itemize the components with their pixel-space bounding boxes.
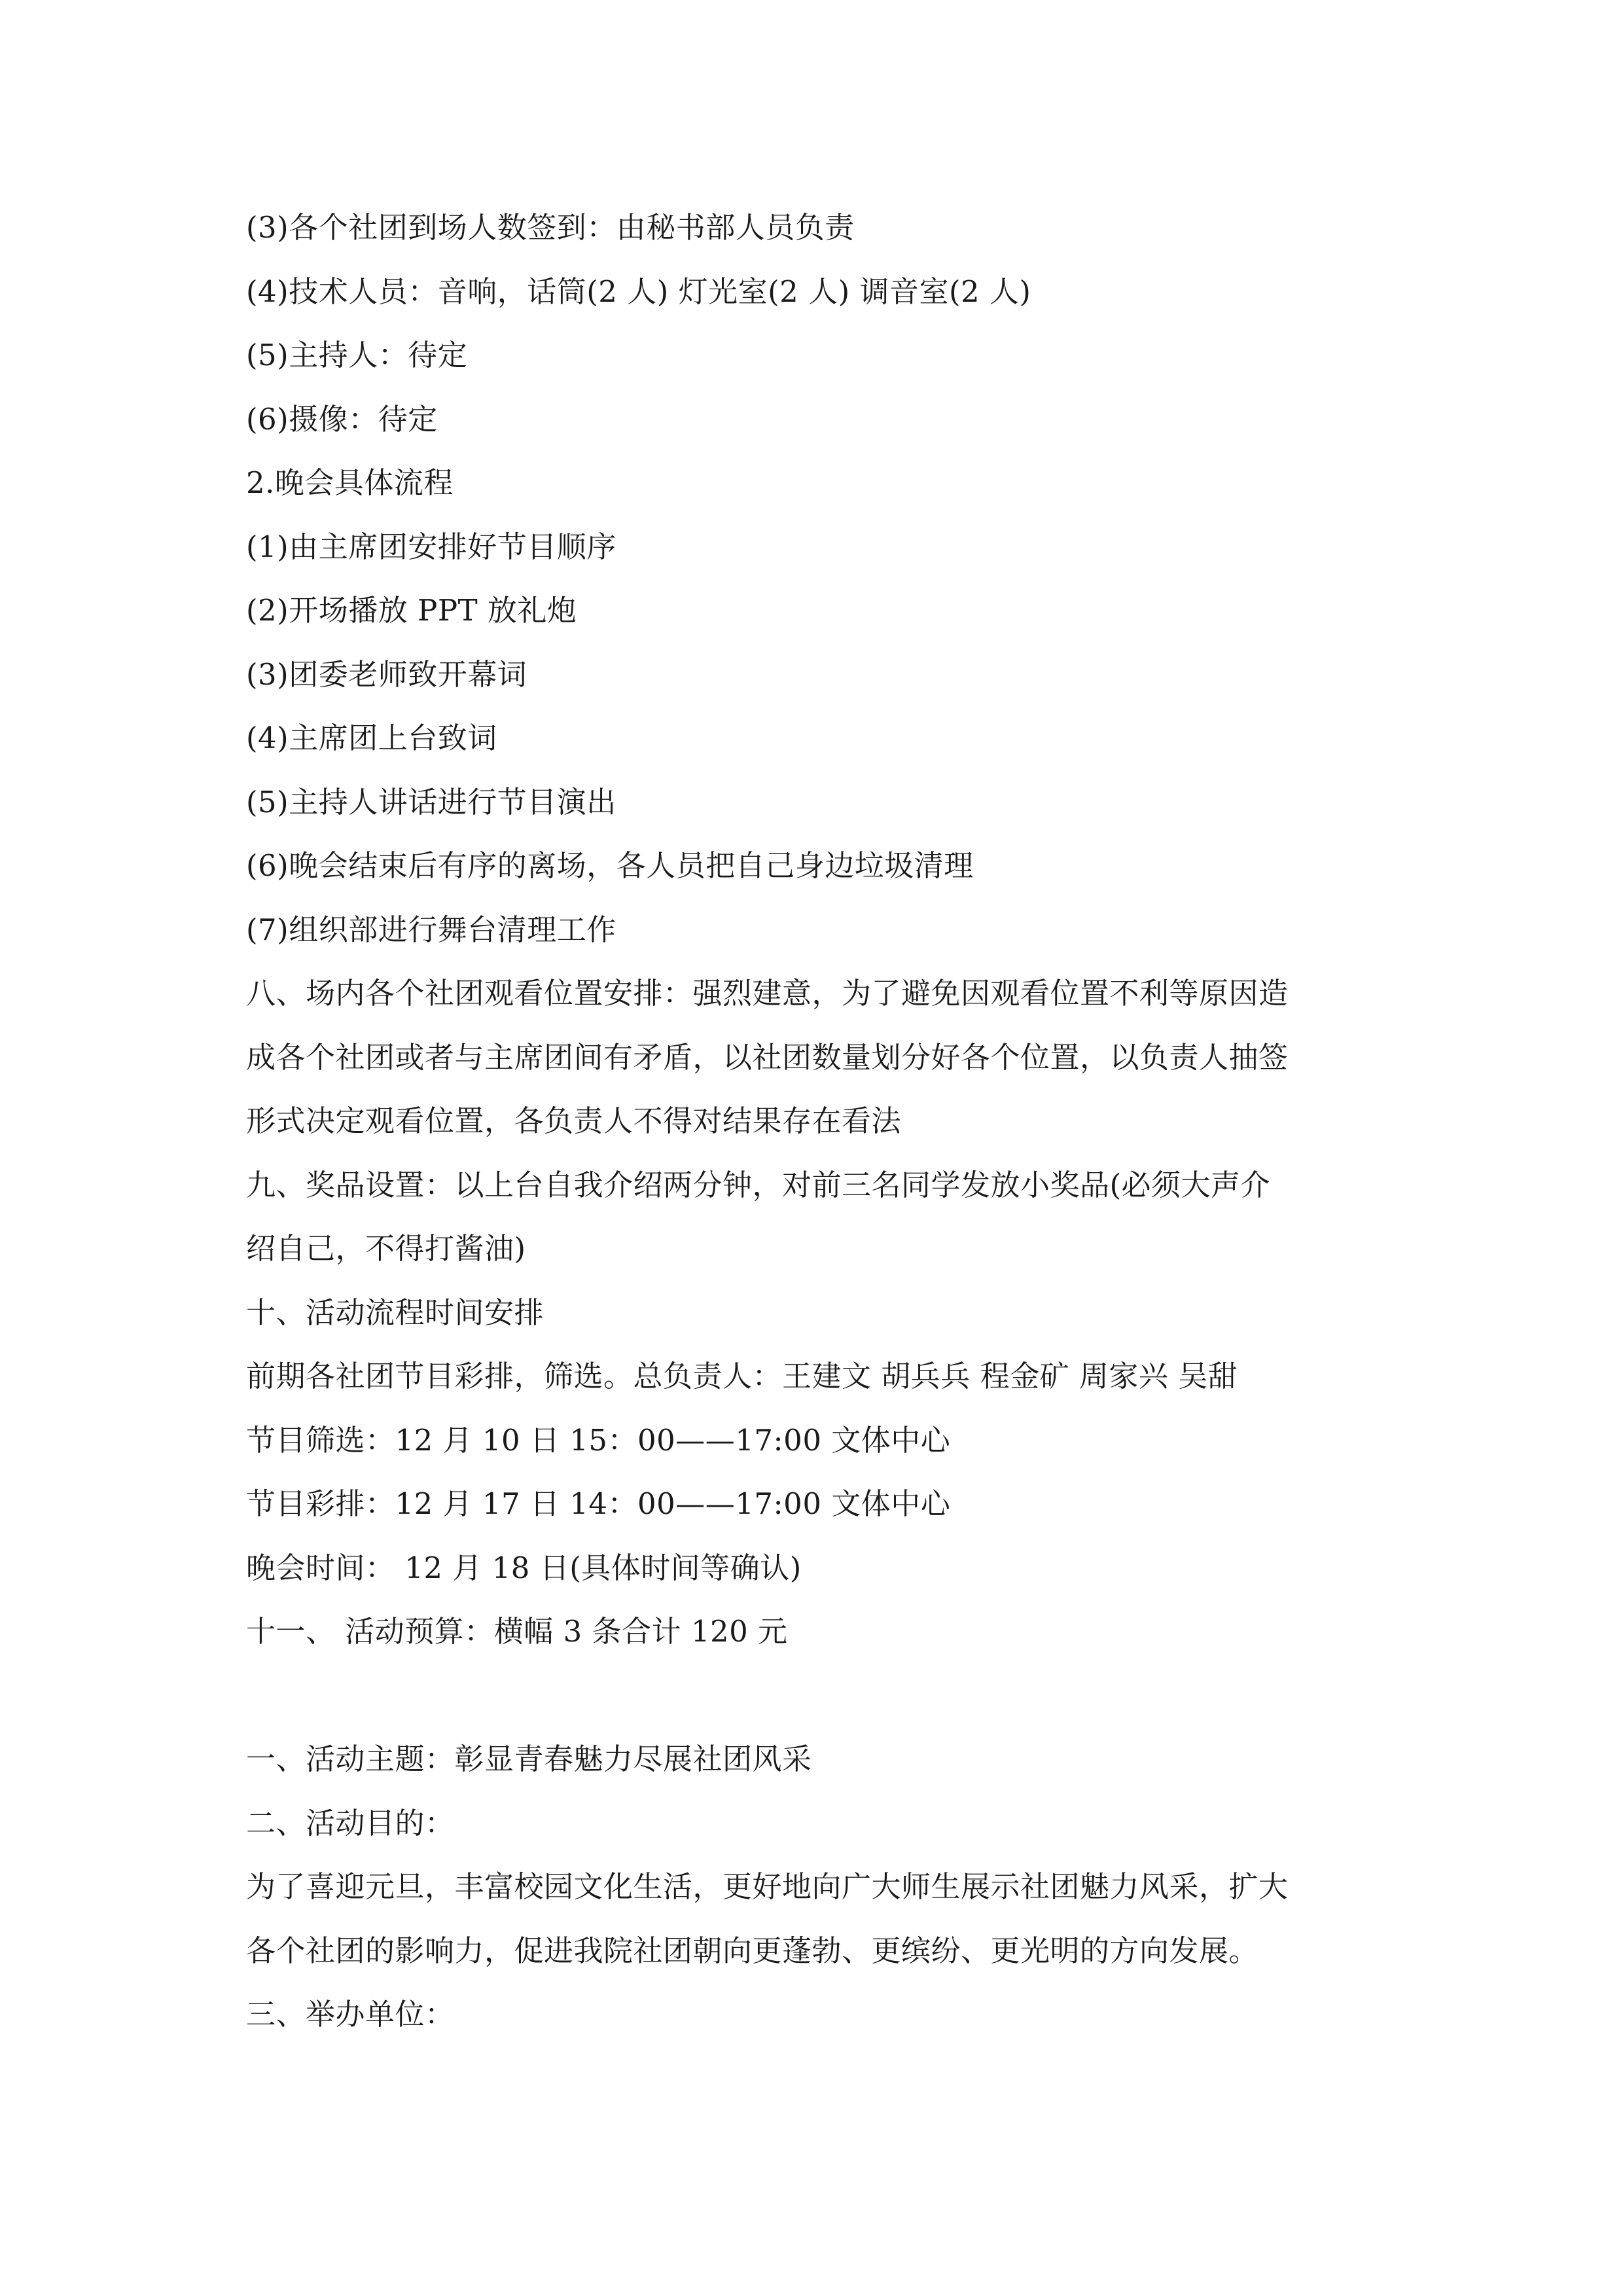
text-line: 前期各社团节目彩排，筛选。总负责人：王建文 胡兵兵 程金矿 周家兴 吴甜	[246, 1359, 1238, 1393]
text-line: 各个社团的影响力，促进我院社团朝向更蓬勃、更缤纷、更光明的方向发展。	[246, 1933, 1259, 1968]
text-line: (5)主持人：待定	[246, 338, 468, 372]
text-line: 晚会时间： 12 月 18 日(具体时间等确认)	[246, 1551, 802, 1585]
text-line: 成各个社团或者与主席团间有矛盾，以社团数量划分好各个位置，以负责人抽签	[246, 1040, 1289, 1075]
text-line: (6)摄像：待定	[246, 402, 438, 437]
text-line: 节目筛选：12 月 10 日 15：00——17:00 文体中心	[246, 1423, 951, 1458]
text-line: 形式决定观看位置，各负责人不得对结果存在看法	[246, 1103, 902, 1138]
text-line: (3)各个社团到场人数签到：由秘书部人员负责	[246, 210, 855, 245]
text-line: 节目彩排：12 月 17 日 14：00——17:00 文体中心	[246, 1486, 951, 1521]
text-line: (5)主持人讲话进行节目演出	[246, 785, 616, 819]
text-line: (3)团委老师致开幕词	[246, 657, 527, 692]
text-line: (6)晚会结束后有序的离场，各人员把自己身边垃圾清理	[246, 848, 974, 883]
text-line: 二、活动目的：	[246, 1806, 455, 1840]
text-line: 三、举办单位：	[246, 1997, 455, 2032]
text-line: (1)由主席团安排好节目顺序	[246, 529, 616, 564]
text-line: 九、奖品设置：以上台自我介绍两分钟，对前三名同学发放小奖品(必须大声介	[246, 1168, 1271, 1202]
text-line: 绍自己，不得打酱油)	[246, 1231, 526, 1266]
text-line: (7)组织部进行舞台清理工作	[246, 912, 616, 947]
text-line: (4)主席团上台致词	[246, 721, 497, 755]
text-line: 八、场内各个社团观看位置安排：强烈建意，为了避免因观看位置不利等原因造	[246, 976, 1289, 1011]
text-line: 为了喜迎元旦，丰富校园文化生活，更好地向广大师生展示社团魅力风采，扩大	[246, 1869, 1289, 1904]
text-line: 2.晚会具体流程	[246, 465, 454, 500]
text-line: (4)技术人员：音响，话筒(2 人) 灯光室(2 人) 调音室(2 人)	[246, 274, 1031, 309]
text-line: 十一、 活动预算：横幅 3 条合计 120 元	[246, 1614, 788, 1649]
text-line: 一、活动主题：彰显青春魅力尽展社团风采	[246, 1742, 812, 1776]
text-line: 十、活动流程时间安排	[246, 1295, 544, 1330]
text-line: (2)开场播放 PPT 放礼炮	[246, 593, 577, 628]
